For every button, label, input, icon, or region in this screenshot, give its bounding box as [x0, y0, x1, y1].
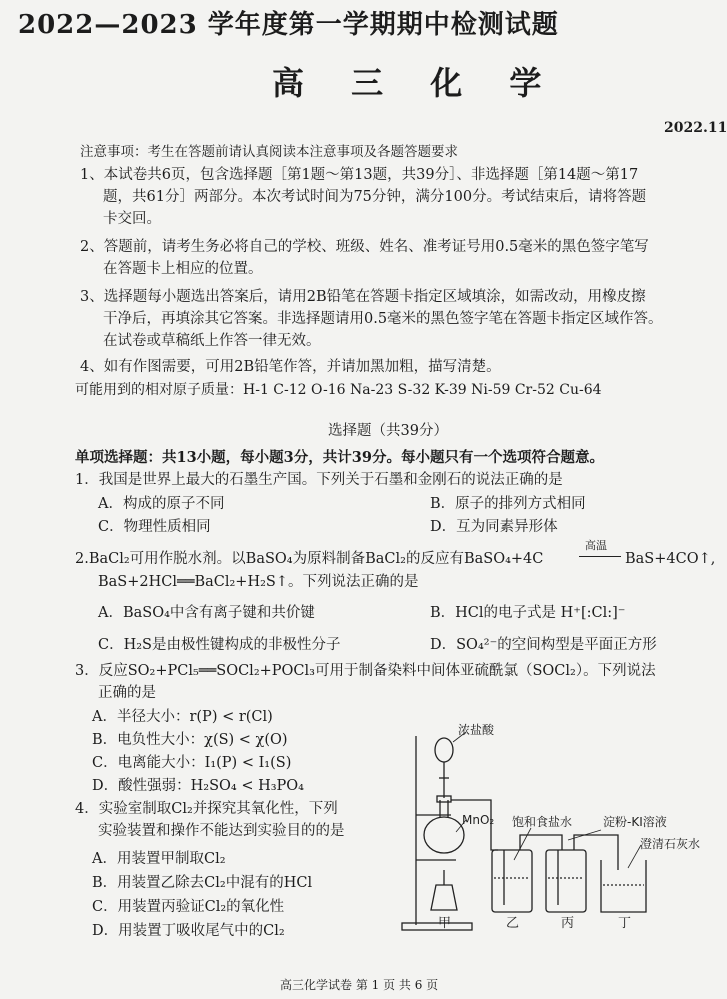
stand-base — [402, 923, 472, 930]
q4-option-c: C．用装置丙验证Cl₂的氧化性 — [92, 899, 285, 915]
tube-bing-to-ding — [574, 835, 618, 870]
reaction-arrow-line — [579, 556, 621, 557]
page-footer: 高三化学试卷 第 1 页 共 6 页 — [280, 978, 439, 992]
label-limewater: 澄清石灰水 — [640, 837, 701, 851]
q2-stem-line-2: BaS+2HCl══BaCl₂+H₂S↑。下列说法正确的是 — [98, 574, 419, 590]
q2-option-b: B．HCl的电子式是 H⁺[:Cl:]⁻ — [430, 605, 626, 621]
round-bottom-flask — [424, 817, 464, 853]
q4-option-d: D．用装置丁吸收尾气中的Cl₂ — [92, 923, 285, 939]
exam-title: 2022—2023 学年度第一学期期中检测试题 — [18, 10, 559, 40]
atomic-masses: 可能用到的相对原子质量：H-1 C-12 O-16 Na-23 S-32 K-39 Ni-59 Cr-52 Cu-64 — [75, 382, 602, 398]
q3-option-b: B．电负性大小：χ(S) < χ(O) — [92, 732, 288, 748]
q3-option-d: D．酸性强弱：H₂SO₄ < H₃PO₄ — [92, 778, 304, 794]
label-ding: 丁 — [618, 916, 632, 931]
label-starch-ki: 淀粉-KI溶液 — [603, 815, 667, 829]
notice-item-1-line-1: 1、本试卷共6页，包含选择题［第1题～第13题，共39分］、非选择题［第14题～第17 — [80, 167, 639, 183]
section-instruction: 单项选择题：共13小题，每小题3分，共计39分。每小题只有一个选项符合题意。 — [75, 449, 604, 466]
label-bing: 丙 — [561, 916, 575, 931]
separatory-funnel — [435, 738, 453, 762]
q1-option-d: D．互为同素异形体 — [430, 519, 558, 535]
q2-option-c: C．H₂S是由极性键构成的非极性分子 — [98, 637, 341, 653]
notice-item-3-line-1: 3、选择题每小题选出答案后，请用2B铅笔在答题卡指定区域填涂，如需改动，用橡皮擦 — [80, 289, 646, 305]
notice-item-1-line-2: 题，共61分］两部分。本次考试时间为75分钟，满分100分。考试结束后，请将答题 — [103, 189, 647, 205]
notice-heading: 注意事项：考生在答题前请认真阅读本注意事项及各题答题要求 — [80, 144, 458, 160]
alcohol-lamp — [431, 885, 457, 910]
q4-option-b: B．用装置乙除去Cl₂中混有的HCl — [92, 875, 313, 891]
q1-option-b: B．原子的排列方式相同 — [430, 496, 586, 512]
bottle-bing — [546, 850, 586, 912]
exam-date: 2022.11 — [664, 120, 727, 136]
notice-item-1-line-3: 卡交回。 — [103, 211, 161, 227]
q2-stem-part-2: BaS+4CO↑, — [625, 551, 716, 567]
label-saturated-brine: 饱和食盐水 — [512, 815, 573, 829]
label-concentrated-hcl: 浓盐酸 — [458, 723, 495, 737]
notice-item-2-line-2: 在答题卡上相应的位置。 — [103, 261, 263, 277]
label-mno2: MnO₂ — [462, 813, 495, 827]
q2-option-d: D．SO₄²⁻的空间构型是平面正方形 — [430, 637, 657, 653]
apparatus-diagram — [396, 720, 712, 942]
label-jia: 甲 — [438, 916, 452, 931]
beaker-ding — [601, 860, 646, 912]
q4-option-a: A．用装置甲制取Cl₂ — [92, 851, 226, 867]
q4-stem-line-1: 4．实验室制取Cl₂并探究其氧化性，下列 — [75, 801, 338, 817]
q1-stem: 1．我国是世界上最大的石墨生产国。下列关于石墨和金刚石的说法正确的是 — [75, 472, 563, 488]
q2-stem-part-1: 2.BaCl₂可用作脱水剂。以BaSO₄为原料制备BaCl₂的反应有BaSO₄+4C — [75, 551, 544, 567]
bottle-yi — [492, 850, 532, 912]
q3-option-c: C．电离能大小：I₁(P) < I₁(S) — [92, 755, 292, 771]
q3-stem-line-1: 3．反应SO₂+PCl₅══SOCl₂+POCl₃可用于制备染料中间体亚硫酰氯（SOCl₂）。下列说法 — [75, 663, 656, 679]
q3-option-a: A．半径大小：r(P) < r(Cl) — [92, 709, 273, 725]
notice-item-4: 4、如有作图需要，可用2B铅笔作答，并请加黑加粗，描写清楚。 — [80, 359, 501, 375]
q1-option-c: C．物理性质相同 — [98, 519, 211, 535]
notice-item-2-line-1: 2、答题前，请考生务必将自己的学校、班级、姓名、准考证号用0.5毫米的黑色签字笔写 — [80, 239, 649, 255]
section-title: 选择题（共39分） — [328, 423, 448, 439]
label-yi: 乙 — [506, 916, 520, 931]
notice-item-3-line-2: 干净后，再填涂其它答案。非选择题请用0.5毫米的黑色签字笔在答题卡指定区域作答。 — [103, 311, 663, 327]
q2-reaction-condition: 高温 — [585, 539, 607, 552]
notice-item-3-line-3: 在试卷或草稿纸上作答一律无效。 — [103, 333, 321, 349]
q2-option-a: A．BaSO₄中含有离子键和共价键 — [98, 605, 315, 621]
q1-option-a: A．构成的原子不同 — [98, 496, 225, 512]
q3-stem-line-2: 正确的是 — [98, 685, 156, 701]
exam-subtitle: 高 三 化 学 — [272, 64, 560, 102]
q4-stem-line-2: 实验装置和操作不能达到实验目的的是 — [98, 823, 345, 839]
